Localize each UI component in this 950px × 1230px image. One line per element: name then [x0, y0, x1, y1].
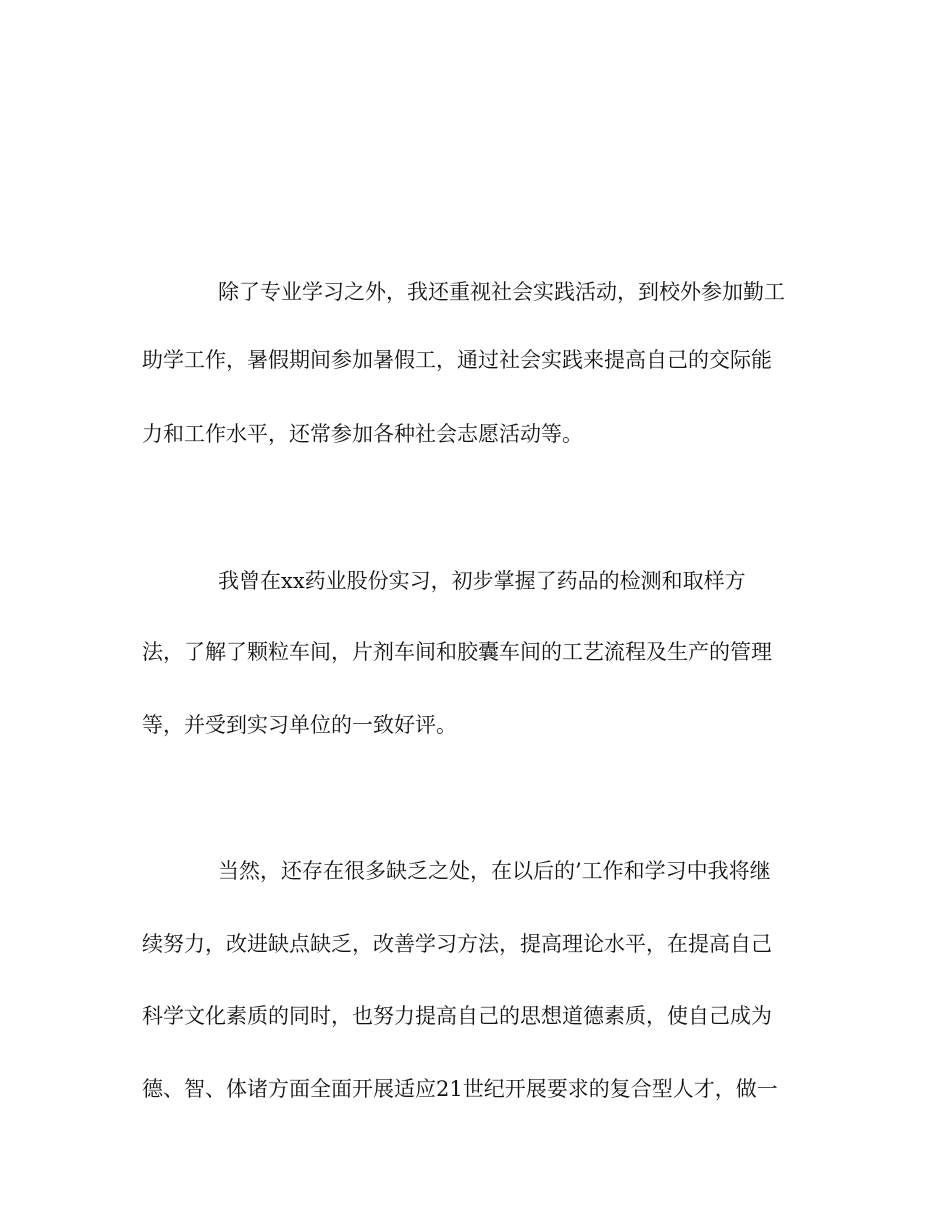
- paragraph-line: 助学工作，暑假期间参加暑假工，通过社会实践来提高自己的交际能: [142, 348, 772, 372]
- paragraph-line: 除了专业学习之外，我还重视社会实践活动，到校外参加勤工: [218, 280, 785, 304]
- paragraph-line: 续努力，改进缺点缺乏，改善学习方法，提高理论水平，在提高自己: [142, 932, 772, 956]
- paragraph-line: 当然，还存在很多缺乏之处，在以后的’工作和学习中我将继: [218, 859, 771, 883]
- paragraph-line: 等，并受到实习单位的一致好评。: [142, 713, 457, 737]
- paragraph-line: 德、智、体诸方面全面开展适应21世纪开展要求的复合型人才，做一: [142, 1077, 778, 1101]
- paragraph-line: 我曾在xx药业股份实习，初步掌握了药品的检测和取样方: [218, 569, 746, 593]
- paragraph-line: 科学文化素质的同时，也努力提高自己的思想道德素质，使自己成为: [142, 1004, 772, 1028]
- paragraph-line: 法，了解了颗粒车间，片剂车间和胶囊车间的工艺流程及生产的管理: [142, 640, 772, 664]
- paragraph-line: 力和工作水平，还常参加各种社会志愿活动等。: [142, 422, 583, 446]
